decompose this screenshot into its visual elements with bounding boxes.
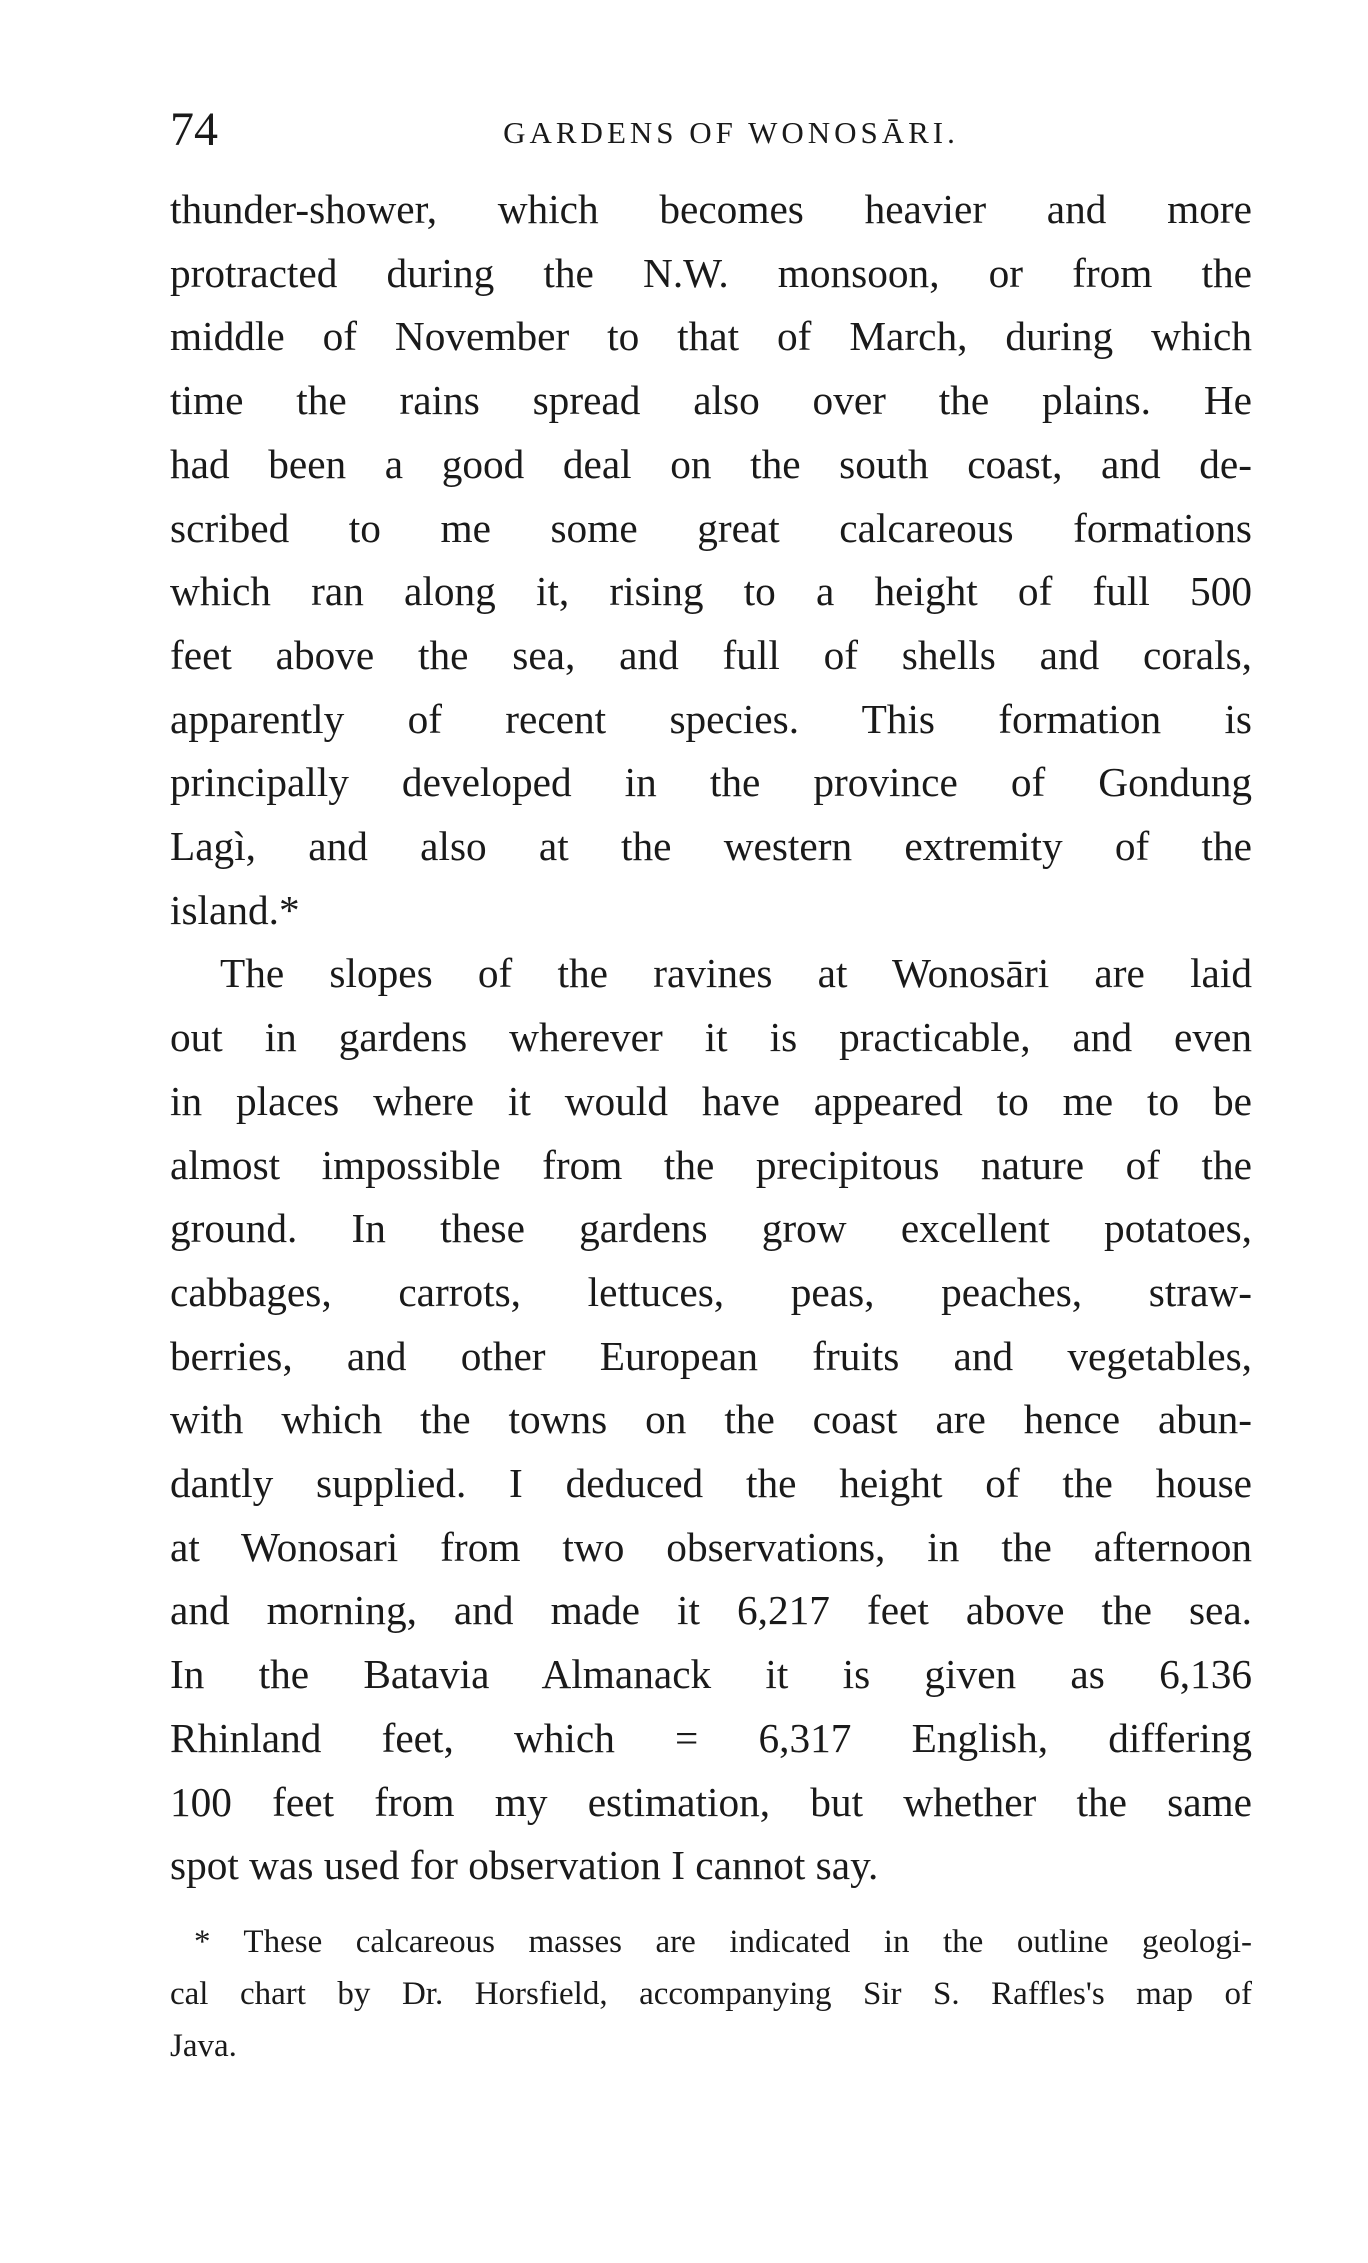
text-line: dantly supplied. I deduced the height of the house <box>170 1460 1252 1507</box>
text-line: Rhinland feet, which = 6,317 English, differing <box>170 1714 1252 1761</box>
footnote-line: Java. <box>170 2027 237 2064</box>
paragraph-1 <box>170 178 1252 942</box>
text-line: in places where it would have appeared to me to be <box>170 1077 1252 1124</box>
text-line: In the Batavia Almanack it is given as 6,136 <box>170 1651 1252 1698</box>
text-line: apparently of recent species. This formation is <box>170 695 1252 742</box>
page-number: 74 <box>170 103 218 156</box>
book-page <box>170 100 1252 2072</box>
text-line: thunder-shower, which becomes heavier and more <box>170 186 1252 232</box>
text-line: spot was used for observation I cannot say. <box>170 1842 879 1889</box>
text-line: protracted during the N.W. monsoon, or from the <box>170 249 1252 296</box>
running-title: GARDENS OF WONOSĀRI. <box>503 115 959 150</box>
footnote <box>170 1916 1252 2072</box>
text-line: time the rains spread also over the plains. He <box>170 377 1252 424</box>
text-line: cabbages, carrots, lettuces, peas, peaches, straw- <box>170 1268 1252 1315</box>
text-line: and morning, and made it 6,217 feet above the sea. <box>170 1587 1252 1634</box>
text-line: scribed to me some great calcareous formations <box>170 504 1252 551</box>
text-line: out in gardens wherever it is practicable, and even <box>170 1014 1252 1061</box>
text-line: berries, and other European fruits and vegetables, <box>170 1332 1252 1379</box>
text-line: almost impossible from the precipitous nature of the <box>170 1141 1252 1188</box>
footnote-line: * These calcareous masses are indicated in the outline geologi- <box>194 1923 1252 1960</box>
text-line: which ran along it, rising to a height of full 500 <box>170 568 1252 615</box>
text-line: had been a good deal on the south coast, and de- <box>170 440 1252 487</box>
main-text <box>170 178 1252 1898</box>
page-header <box>170 100 1252 160</box>
footnote-line: cal chart by Dr. Horsfield, accompanying Sir S. Raffles's map of <box>170 1975 1252 2012</box>
text-line: principally developed in the province of Gondung <box>170 759 1252 806</box>
text-line: feet above the sea, and full of shells and corals, <box>170 631 1252 678</box>
text-line: with which the towns on the coast are hence abun- <box>170 1396 1252 1443</box>
text-line: island.* <box>170 886 300 933</box>
text-line: ground. In these gardens grow excellent potatoes, <box>170 1205 1252 1252</box>
text-line: Lagì, and also at the western extremity of the <box>170 823 1252 870</box>
text-line: at Wonosari from two observations, in the afternoon <box>170 1523 1252 1570</box>
paragraph-2 <box>170 942 1252 1898</box>
text-line: 100 feet from my estimation, but whether the same <box>170 1778 1252 1825</box>
text-line: The slopes of the ravines at Wonosāri are laid <box>220 950 1252 997</box>
text-line: middle of November to that of March, during which <box>170 313 1252 360</box>
